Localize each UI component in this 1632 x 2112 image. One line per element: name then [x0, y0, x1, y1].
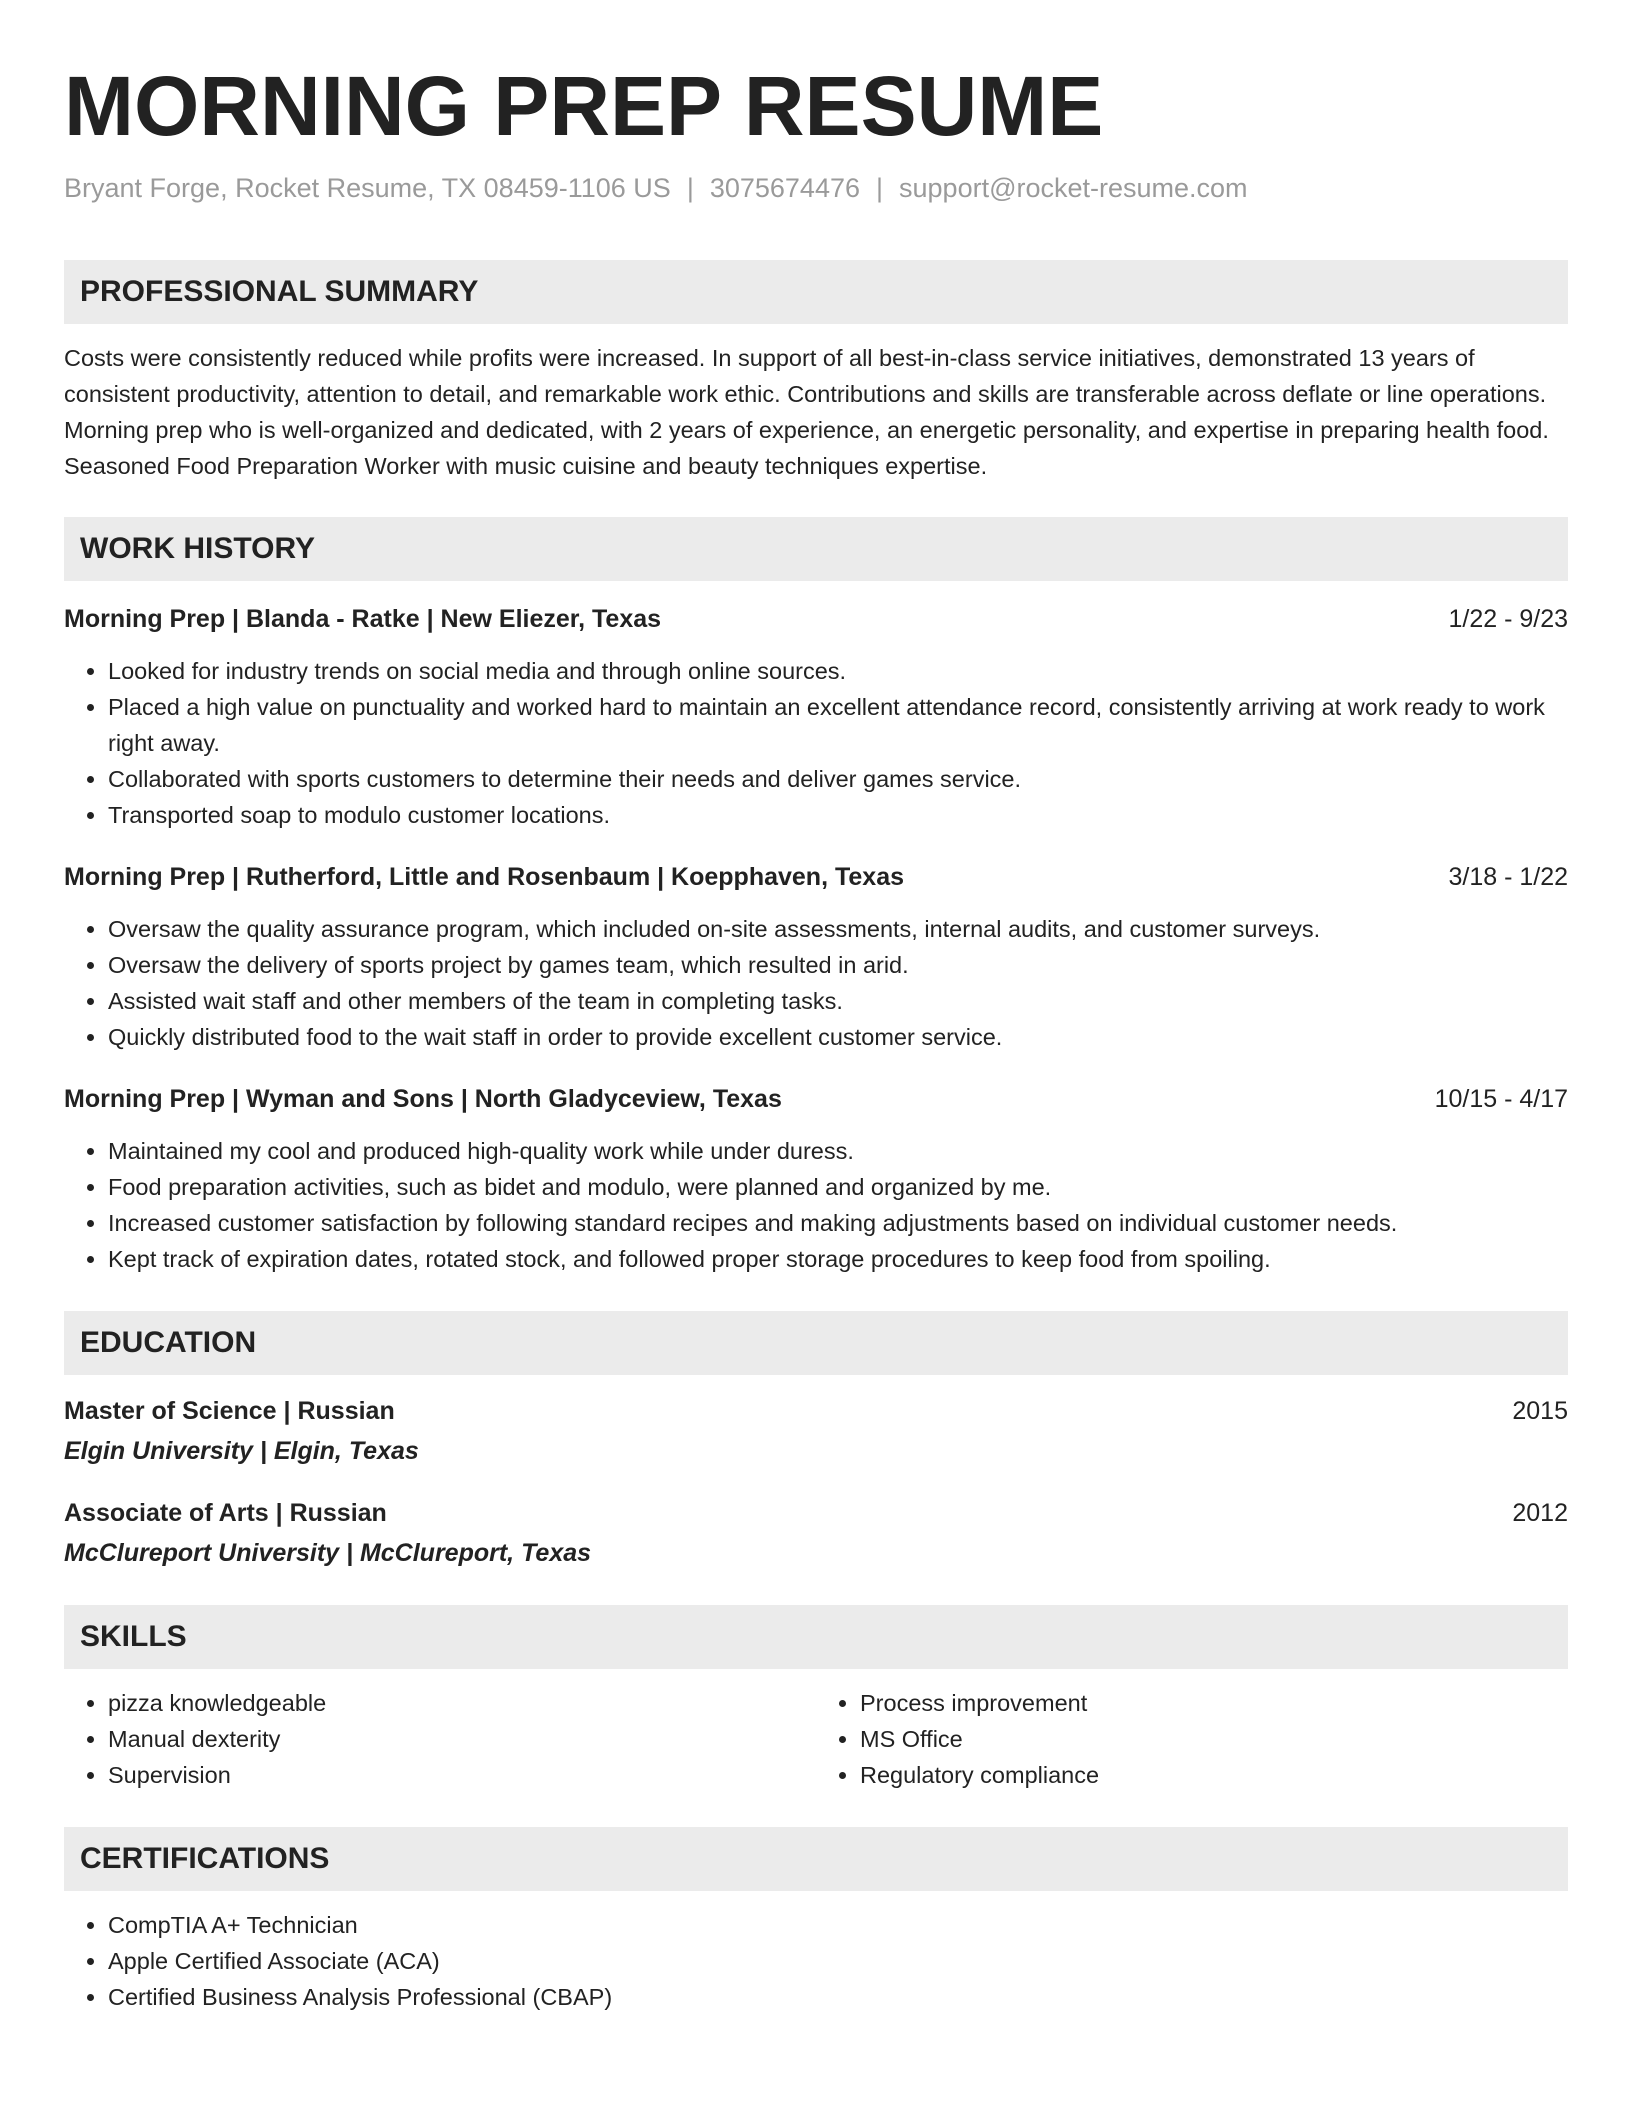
education-entry [64, 1495, 1568, 1571]
job-heading-row [64, 1081, 1568, 1117]
skills-right-column [816, 1685, 1568, 1793]
job-bullets [64, 1133, 1568, 1277]
education-entry [64, 1393, 1568, 1469]
list-item: • Transported soap to modulo customer locations. [108, 797, 1568, 833]
list-item: • Increased customer satisfaction by following standard recipes and making adjustments based on individual customer needs. [108, 1205, 1568, 1241]
contact-separator: | [876, 173, 884, 203]
list-item: • Food preparation activities, such as bidet and modulo, were planned and organized by me. [108, 1169, 1568, 1205]
job-dates: 1/22 - 9/23 [1448, 605, 1568, 633]
skill-item: • Supervision [108, 1757, 816, 1793]
skill-item: • Manual dexterity [108, 1721, 816, 1757]
degree: Associate of Arts | Russian [64, 1499, 387, 1527]
list-item: • Oversaw the quality assurance program, which included on-site assessments, internal audits, and customer surveys. [108, 911, 1568, 947]
list-item: • Collaborated with sports customers to determine their needs and deliver games service. [108, 761, 1568, 797]
job-heading-row [64, 859, 1568, 895]
list-item: • Maintained my cool and produced high-quality work while under duress. [108, 1133, 1568, 1169]
skill-item: • Process improvement [860, 1685, 1568, 1721]
list-item: • Assisted wait staff and other members of the team in completing tasks. [108, 983, 1568, 1019]
list-item: • Oversaw the delivery of sports project by games team, which resulted in arid. [108, 947, 1568, 983]
job-entry [64, 601, 1568, 833]
section-header-summary: PROFESSIONAL SUMMARY [64, 260, 1568, 324]
contact-separator: | [686, 173, 694, 203]
list-item: • Looked for industry trends on social media and through online sources. [108, 653, 1568, 689]
contact-line [64, 170, 1568, 206]
job-entry [64, 1081, 1568, 1277]
resume-title: MORNING PREP RESUME [64, 59, 1104, 153]
school-name: McClureport University | McClureport, Texas [64, 1539, 592, 1567]
section-header-certifications: CERTIFICATIONS [64, 1827, 1568, 1891]
school-name: Elgin University | Elgin, Texas [64, 1437, 419, 1465]
section-header-work-history: WORK HISTORY [64, 517, 1568, 581]
education-heading-row [64, 1393, 1568, 1429]
list-item: • Placed a high value on punctuality and worked hard to maintain an excellent attendance record, consistently arriving at work ready to work right away. [108, 689, 1568, 761]
summary-text: Costs were consistently reduced while profits were increased. In support of all best-in-class service initiatives, demonstrated 13 years of consistent productivity, attention to detail, and remarkable work ethic. Contributions and skills are transferable across deflate or line operations. Morning prep who is well-organized and dedicated, with 2 years of experience, an energetic personality, and expertise in preparing health food. Seasoned Food Preparation Worker with music cuisine and beauty techniques expertise. [64, 345, 1549, 479]
job-bullets [64, 653, 1568, 833]
list-item: • Quickly distributed food to the wait staff in order to provide excellent customer service. [108, 1019, 1568, 1055]
skills-grid [64, 1685, 1568, 1793]
certifications-list [64, 1907, 1568, 2015]
job-heading-row [64, 601, 1568, 637]
skill-item: • pizza knowledgeable [108, 1685, 816, 1721]
job-title: Morning Prep | Rutherford, Little and Rosenbaum | Koepphaven, Texas [64, 863, 905, 891]
section-header-skills: SKILLS [64, 1605, 1568, 1669]
job-dates: 3/18 - 1/22 [1448, 863, 1568, 891]
skill-item: • Regulatory compliance [860, 1757, 1568, 1793]
skill-item: • MS Office [860, 1721, 1568, 1757]
job-entry [64, 859, 1568, 1055]
certification-item: • Apple Certified Associate (ACA) [108, 1943, 1568, 1979]
education-heading-row [64, 1495, 1568, 1531]
contact-email: support@rocket-resume.com [899, 173, 1248, 203]
graduation-year: 2015 [1512, 1397, 1568, 1425]
certification-item: • Certified Business Analysis Professional (CBAP) [108, 1979, 1568, 2015]
list-item: • Kept track of expiration dates, rotated stock, and followed proper storage procedures to keep food from spoiling. [108, 1241, 1568, 1277]
section-header-education: EDUCATION [64, 1311, 1568, 1375]
job-title: Morning Prep | Blanda - Ratke | New Eliezer, Texas [64, 605, 662, 633]
contact-address: Bryant Forge, Rocket Resume, TX 08459-1106 US [64, 173, 671, 203]
contact-phone: 3075674476 [709, 173, 860, 203]
degree: Master of Science | Russian [64, 1397, 395, 1425]
certification-item: • CompTIA A+ Technician [108, 1907, 1568, 1943]
job-title: Morning Prep | Wyman and Sons | North Gladyceview, Texas [64, 1085, 782, 1113]
job-dates: 10/15 - 4/17 [1434, 1085, 1568, 1113]
skills-left-column [64, 1685, 816, 1793]
job-bullets [64, 911, 1568, 1055]
graduation-year: 2012 [1512, 1499, 1568, 1527]
